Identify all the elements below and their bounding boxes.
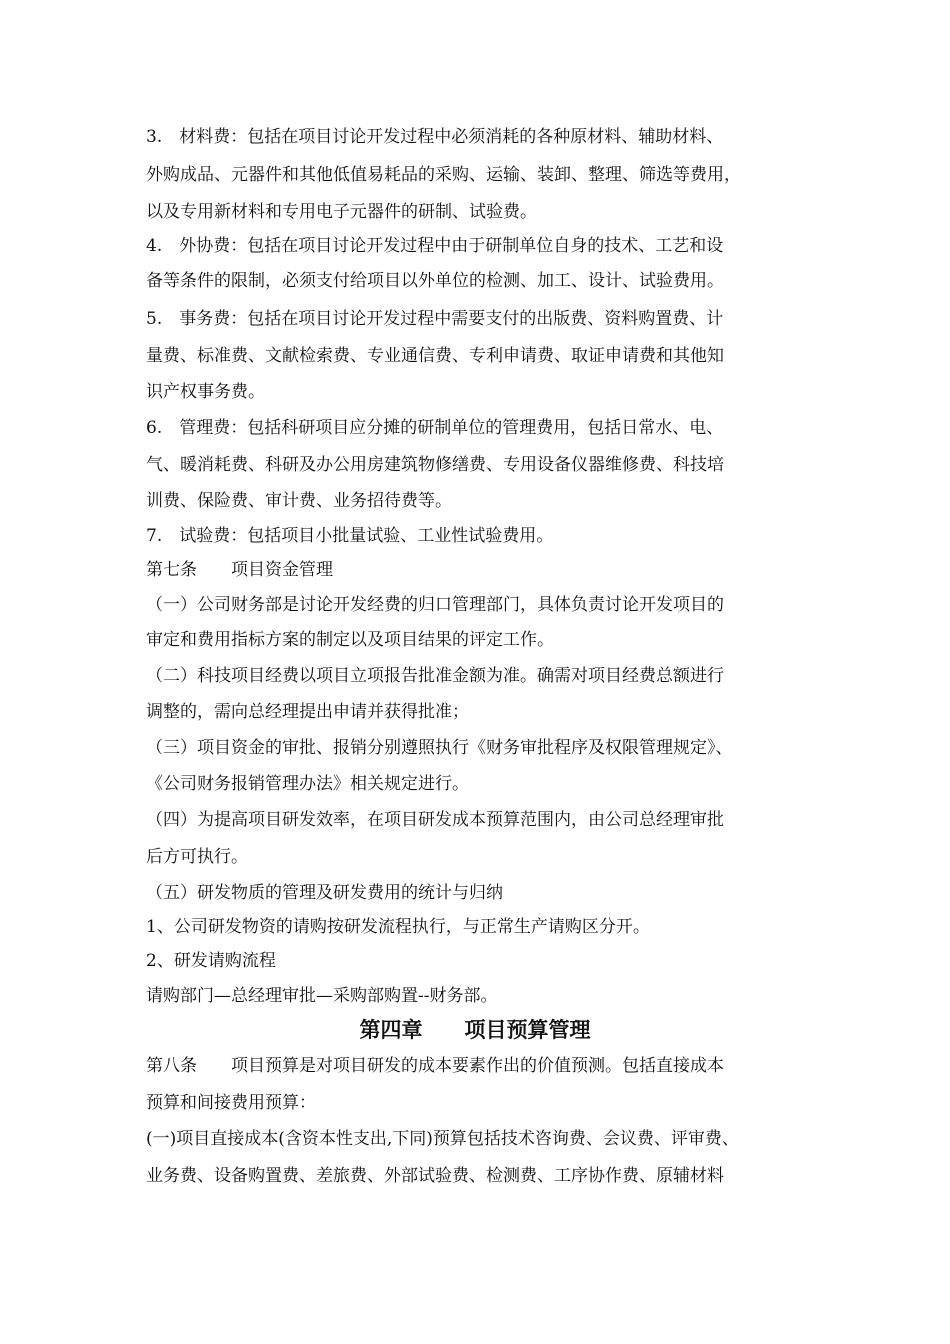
- paragraph-line: 《公司财务报销管理办法》相关规定进行。: [146, 774, 469, 794]
- paragraph-line: 2、研发请购流程: [146, 951, 276, 971]
- paragraph-line: 调整的，需向总经理提出申请并获得批准；: [146, 702, 469, 722]
- paragraph-line: 5. 事务费：包括在项目讨论开发过程中需要支付的出版费、资料购置费、计: [146, 309, 724, 329]
- paragraph-line: 业务费、设备购置费、差旅费、外部试验费、检测费、工序协作费、原辅材料: [146, 1166, 724, 1186]
- paragraph-line: 气、暖消耗费、科研及办公用房建筑物修缮费、专用设备仪器维修费、科技培: [146, 455, 724, 475]
- paragraph-line: 3. 材料费：包括在项目讨论开发过程中必须消耗的各种原材料、辅助材料、: [146, 127, 724, 147]
- paragraph-line: 识产权事务费。: [146, 382, 265, 402]
- article-paragraph-line: 第八条 项目预算是对项目研发的成本要素作出的价值预测。包括直接成本: [146, 1056, 724, 1076]
- paragraph-line: 1、公司研发物资的请购按研发流程执行，与正常生产请购区分开。: [146, 917, 650, 937]
- paragraph-line: 量费、标准费、文献检索费、专业通信费、专利申请费、取证申请费和其他知: [146, 346, 724, 366]
- paragraph-line: 后方可执行。: [146, 847, 248, 867]
- paragraph-line: 审定和费用指标方案的制定以及项目结果的评定工作。: [146, 630, 554, 650]
- paragraph-line: 外购成品、元器件和其他低值易耗品的采购、运输、装卸、整理、筛选等费用，: [146, 165, 741, 185]
- paragraph-line: （二）科技项目经费以项目立项报告批准金额为准。确需对项目经费总额进行: [146, 666, 724, 686]
- paragraph-line: 训费、保险费、审计费、业务招待费等。: [146, 491, 452, 511]
- article-heading: 第七条 项目资金管理: [146, 560, 333, 580]
- paragraph-line: 备等条件的限制，必须支付给项目以外单位的检测、加工、设计、试验费用。: [146, 271, 724, 291]
- paragraph-line: 以及专用新材料和专用电子元器件的研制、试验费。: [146, 202, 537, 222]
- paragraph-line: 6. 管理费：包括科研项目应分摊的研制单位的管理费用，包括日常水、电、: [146, 418, 724, 438]
- paragraph-line: （三）项目资金的审批、报销分别遵照执行《财务审批程序及权限管理规定》、: [146, 738, 733, 758]
- paragraph-line: （一）公司财务部是讨论开发经费的归口管理部门，具体负责讨论开发项目的: [146, 595, 724, 615]
- paragraph-line: 4. 外协费：包括在项目讨论开发过程中由于研制单位自身的技术、工艺和设: [146, 236, 724, 256]
- chapter-heading: 第四章 项目预算管理: [359, 1017, 591, 1042]
- paragraph-line: （四）为提高项目研发效率，在项目研发成本预算范围内，由公司总经理审批: [146, 810, 724, 830]
- paragraph-line: (一)项目直接成本(含资本性支出,下同)预算包括技术咨询费、会议费、评审费、: [146, 1129, 739, 1149]
- paragraph-line: 请购部门—总经理审批—采购部购置--财务部。: [146, 986, 498, 1006]
- paragraph-line: （五）研发物质的管理及研发费用的统计与归纳: [146, 883, 503, 903]
- paragraph-line: 预算和间接费用预算：: [146, 1093, 316, 1113]
- paragraph-line: 7. 试验费：包括项目小批量试验、工业性试验费用。: [146, 526, 554, 546]
